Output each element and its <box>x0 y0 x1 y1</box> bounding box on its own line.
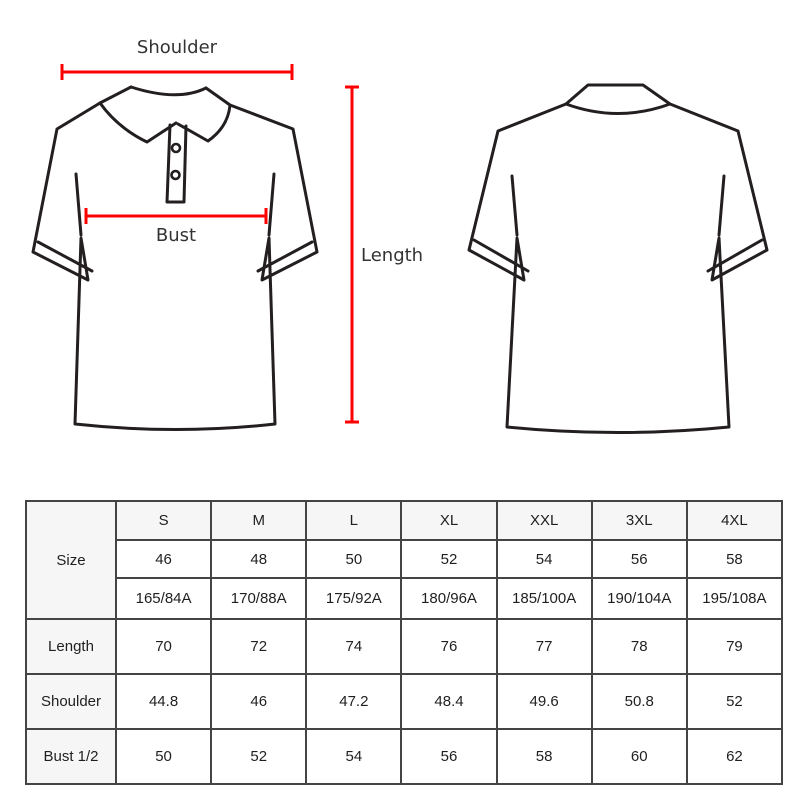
length-row-header: Length <box>26 619 116 674</box>
bust-half-value-cell: 54 <box>306 729 401 784</box>
length-value-cell: 77 <box>497 619 592 674</box>
size-column-header: XL <box>401 501 496 540</box>
size-spec-cell: 170/88A <box>211 578 306 619</box>
size-column-header: M <box>211 501 306 540</box>
length-value-cell: 72 <box>211 619 306 674</box>
shoulder-value-cell: 52 <box>687 674 782 729</box>
bust-half-row-header: Bust 1/2 <box>26 729 116 784</box>
length-measure-label: Length <box>361 245 424 266</box>
bust-half-value-cell: 60 <box>592 729 687 784</box>
bust-half-value-cell: 50 <box>116 729 211 784</box>
table-row-shoulder <box>26 674 782 729</box>
table-row-bust-half <box>26 729 782 784</box>
length-value-cell: 70 <box>116 619 211 674</box>
shoulder-value-cell: 50.8 <box>592 674 687 729</box>
length-measure-line <box>345 87 359 422</box>
size-spec-cell: 185/100A <box>497 578 592 619</box>
bust-measure-line <box>86 208 266 224</box>
size-column-header: L <box>306 501 401 540</box>
bust-half-value-cell: 62 <box>687 729 782 784</box>
size-spec-cell: 195/108A <box>687 578 782 619</box>
length-value-cell: 76 <box>401 619 496 674</box>
shoulder-value-cell: 48.4 <box>401 674 496 729</box>
size-number-cell: 58 <box>687 540 782 578</box>
shoulder-value-cell: 49.6 <box>497 674 592 729</box>
bust-half-value-cell: 56 <box>401 729 496 784</box>
size-number-cell: 48 <box>211 540 306 578</box>
shoulder-value-cell: 44.8 <box>116 674 211 729</box>
bust-half-value-cell: 58 <box>497 729 592 784</box>
length-value-cell: 78 <box>592 619 687 674</box>
table-row-size-letters <box>26 501 782 540</box>
shoulder-value-cell: 47.2 <box>306 674 401 729</box>
size-number-cell: 54 <box>497 540 592 578</box>
size-corner-header: Size <box>26 501 116 619</box>
shoulder-measure-label: Shoulder <box>136 37 218 58</box>
shoulder-value-cell: 46 <box>211 674 306 729</box>
shoulder-row-header: Shoulder <box>26 674 116 729</box>
length-value-cell: 74 <box>306 619 401 674</box>
size-column-header: XXL <box>497 501 592 540</box>
size-spec-cell: 190/104A <box>592 578 687 619</box>
size-number-cell: 52 <box>401 540 496 578</box>
size-spec-cell: 180/96A <box>401 578 496 619</box>
length-value-cell: 79 <box>687 619 782 674</box>
table-row-length <box>26 619 782 674</box>
size-column-header: 4XL <box>687 501 782 540</box>
size-number-cell: 56 <box>592 540 687 578</box>
size-spec-table <box>25 500 783 785</box>
shoulder-measure-line <box>62 64 292 80</box>
bust-half-value-cell: 52 <box>211 729 306 784</box>
size-column-header: 3XL <box>592 501 687 540</box>
table-row-size-specs <box>26 578 782 619</box>
size-number-cell: 46 <box>116 540 211 578</box>
size-number-cell: 50 <box>306 540 401 578</box>
table-row-size-numbers <box>26 540 782 578</box>
size-column-header: S <box>116 501 211 540</box>
bust-measure-label: Bust <box>155 225 197 246</box>
size-spec-cell: 175/92A <box>306 578 401 619</box>
size-spec-cell: 165/84A <box>116 578 211 619</box>
